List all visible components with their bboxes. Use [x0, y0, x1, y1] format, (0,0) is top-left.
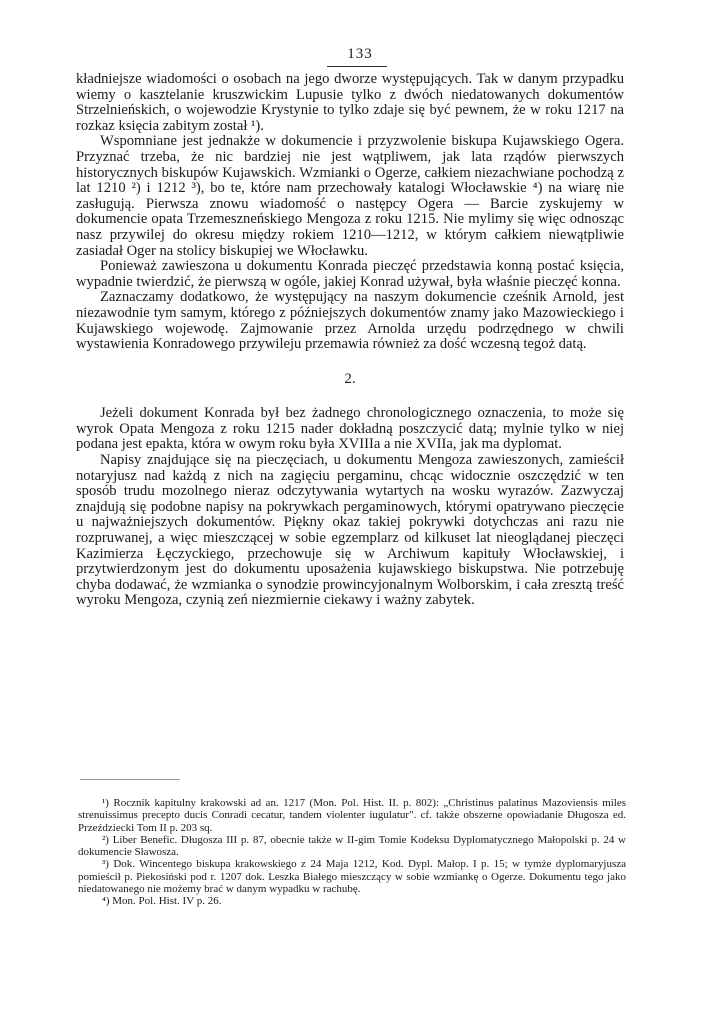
- footnote: ³) Dok. Wincentego biskupa krakowskiego z 24 Maja 1212, Kod. Dypl. Małop. I p. 15; w tymże dyplomaryjusza pomieścił p. Piekosiński pod r. 1207 dok. Leszka Białego mieszczący w sobie wzmiankę o Ogerze. Dokumentu tego jako niedatowanego nie możemy brać w danym wypadku w rachubę.: [78, 858, 626, 896]
- footnotes: [78, 797, 626, 908]
- paragraph: Wspomniane jest jednakże w dokumencie i przyzwolenie biskupa Kujawskiego Ogera. Przyznać trzeba, że nic bardziej nie jest wątpliwem, jak lata rządów pierwszych historycznych biskupów Kujawskich. Wzmianki o Ogerze, całkiem niezachwiane pochodzą z lat 1210 ²) i 1212 ³), bo te, które nam przechowały katalogi Włocławskie ⁴) na wiarę nie zasługują. Pierwsza znowu wiadomość o następcy Ogera — Barcie zyskujemy w dokumencie opata Trzemeszneńskiego Mengoza z roku 1215. Nie mylimy się więc odnosząc nasz przywilej do okresu między rokiem 1210—1212, w którym całkiem niewątpliwie zasiadał Oger na stolicy biskupiej we Włocławku.: [76, 133, 624, 259]
- page-number: 133: [347, 46, 373, 62]
- footnote: ²) Liber Benefic. Długosza III p. 87, obecnie także w II-gim Tomie Kodeksu Dyplomatycznego Małopolski p. 24 w dokumencie Sławosza.: [78, 833, 626, 859]
- main-text: [76, 72, 624, 609]
- paragraph: Ponieważ zawieszona u dokumentu Konrada pieczęć przedstawia konną postać księcia, wypadnie twierdzić, że pierwszą w ogóle, jakiej Konrad używał, była właśnie pieczęć konna.: [76, 258, 624, 290]
- paragraph: Jeżeli dokument Konrada był bez żadnego chronologicznego oznaczenia, to może się wyrok Opata Mengoza z roku 1215 nader dokładną poszczycić datą; mylnie tylko w niej podana jest epakta, która w owym roku była XVIIIa a nie XVIIa, jak ma dyplomat.: [76, 405, 624, 453]
- footnote: ⁴) Mon. Pol. Hist. IV p. 26.: [102, 895, 222, 908]
- footnote-separator: [80, 779, 180, 780]
- page-number-rule: [327, 66, 387, 67]
- section-heading: 2.: [344, 370, 356, 387]
- paragraph: Zaznaczamy dodatkowo, że występujący na naszym dokumencie cześnik Arnold, jest niezawodnie tym samym, którego z późniejszych dokumentów znamy jako Mazowieckiego i Kujawskiego wojewodę. Zajmowanie przez Arnolda urzędu podrzędnego w chwili wystawienia Konradowego przywileju przemawia również za dość wczesną tegoż datą.: [76, 289, 624, 353]
- paragraph: kładniejsze wiadomości o osobach na jego dworze występujących. Tak w danym przypadku wiemy o kasztelanie kruszwickim Lupusie tylko z dwóch niedatowanych dokumentów Strzelnieńskich, o wojewodzie Krystynie to tylko zdaje się być pewnem, że w roku 1217 na rozkaz księcia zabitym został ¹).: [76, 71, 624, 134]
- footnote: ¹) Rocznik kapitulny krakowski ad an. 1217 (Mon. Pol. Hist. II. p. 802): „Christinus palatinus Mazoviensis miles strenuissimus precepto ducis Conradi cecatur, tandem violenter iugulatur". cf. także obszerne opowiadanie Długosza ed. Przeździecki Tom II p. 203 sq.: [78, 797, 626, 834]
- paragraph: Napisy znajdujące się na pieczęciach, u dokumentu Mengoza zawieszonych, zamieścił notaryjusz nad każdą z nich na zagięciu pergaminu, chcąc widocznie oszczędzić w ten sposób trudu mozolnego nieraz odczytywania wytartych na wosku wyrazów. Zazwyczaj znajdują się podobne napisy na pokrywkach pergaminowych, którymi opatrywano pieczęcie u najważniejszych dokumentów. Piękny okaz takiej pokrywki dotychczas ani razu nie rozpruwanej, a więc mieszczącej w sobie egzemplarz od kilkuset lat nieoglądanej pieczęci Kazimierza Łęczyckiego, przechowuje się w Archiwum kapituły Włocławskiej, i przytwierdzonym jest do dokumentu uposażenia kujawskiego biskupstwa. Nie potrzebuję chyba dodawać, że wzmianka o synodzie prowincyjonalnym Wolborskim, i cała zresztą treść wyroku Mengoza, czynią zeń niezmiernie ciekawy i ważny zabytek.: [76, 452, 624, 609]
